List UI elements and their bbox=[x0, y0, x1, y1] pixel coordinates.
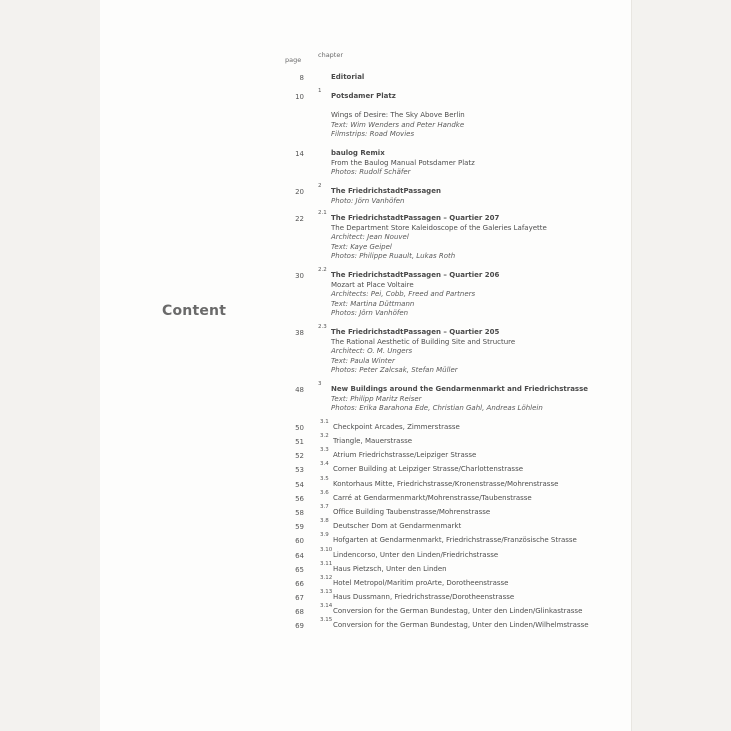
entry-text: Triangle, Mauerstrasse bbox=[333, 437, 413, 445]
page-number: 59 bbox=[295, 523, 304, 531]
entry-title: Potsdamer Platz bbox=[331, 92, 396, 100]
page-number: 64 bbox=[295, 552, 304, 560]
entry-text: Conversion for the German Bundestag, Unter den Linden/Glinkastrasse bbox=[333, 607, 583, 615]
entry-title: New Buildings around the Gendarmenmarkt and Friedrichstrasse bbox=[331, 385, 588, 393]
entry-credit: Architect: Jean Nouvel bbox=[331, 233, 409, 241]
entry-text: Wings of Desire: The Sky Above Berlin bbox=[331, 111, 465, 119]
entry-text: Haus Dussmann, Friedrichstrasse/Dorotheenstrasse bbox=[333, 593, 515, 601]
chapter-number: 3.12 bbox=[320, 575, 333, 581]
chapter-number: 3.10 bbox=[320, 547, 333, 553]
entry-text: Carré at Gendarmenmarkt/Mohrenstrasse/Taubenstrasse bbox=[333, 494, 532, 502]
page-column-header: page bbox=[285, 56, 302, 64]
entry-credit: Filmstrips: Road Movies bbox=[331, 130, 415, 138]
entry-credit: Architects: Pei, Cobb, Freed and Partners bbox=[331, 290, 476, 298]
page-number: 30 bbox=[295, 272, 304, 280]
page-number: 65 bbox=[295, 566, 304, 574]
entry-credit: Photos: Erika Barahona Ede, Christian Gahl, Andreas Löhlein bbox=[331, 404, 543, 412]
entry-credit: Photo: Jörn Vanhöfen bbox=[331, 196, 405, 205]
page-number: 8 bbox=[299, 74, 304, 82]
chapter-number: 3.13 bbox=[320, 589, 333, 595]
chapter-number: 3.15 bbox=[320, 617, 333, 623]
entry-text: Office Building Taubenstrasse/Mohrenstrasse bbox=[333, 508, 491, 516]
entry-text: Mozart at Place Voltaire bbox=[331, 280, 414, 289]
page-number: 20 bbox=[295, 188, 304, 196]
entry-credit: Photos: Peter Zalcsak, Stefan Müller bbox=[331, 366, 458, 374]
entry-title: The FriedrichstadtPassagen – Quartier 207 bbox=[331, 214, 500, 222]
entry-title: The FriedrichstadtPassagen bbox=[331, 187, 441, 195]
chapter-number: 3.6 bbox=[320, 490, 329, 496]
page-number: 69 bbox=[295, 622, 304, 630]
page-number: 53 bbox=[295, 466, 304, 474]
entry-credit: Photos: Philippe Ruault, Lukas Roth bbox=[331, 252, 456, 260]
chapter-number: 3.11 bbox=[320, 561, 333, 567]
entry-text: Deutscher Dom at Gendarmenmarkt bbox=[333, 522, 462, 530]
chapter-column-header: chapter bbox=[318, 51, 344, 59]
page-number: 52 bbox=[295, 452, 304, 460]
page-number: 14 bbox=[295, 150, 304, 158]
page-number: 51 bbox=[295, 438, 304, 446]
chapter-number: 3.8 bbox=[320, 518, 329, 524]
entry-credit: Text: Kaye Geipel bbox=[331, 242, 392, 251]
page-number: 68 bbox=[295, 608, 304, 616]
chapter-number: 2.2 bbox=[318, 267, 327, 273]
chapter-number: 2.1 bbox=[318, 210, 327, 216]
page-number: 54 bbox=[295, 481, 304, 489]
entry-credit: Text: Paula Winter bbox=[331, 356, 395, 365]
entry-credit: Photos: Jörn Vanhöfen bbox=[331, 309, 409, 317]
entry-title: The FriedrichstadtPassagen – Quartier 205 bbox=[331, 328, 500, 336]
chapter-number: 2.3 bbox=[318, 324, 327, 330]
page-number: 50 bbox=[295, 424, 304, 432]
page-number: 60 bbox=[295, 537, 304, 545]
chapter-number: 3.5 bbox=[320, 476, 329, 482]
entry-text: Hotel Metropol/Maritim proArte, Dorotheenstrasse bbox=[333, 579, 509, 587]
entry-credit: Photos: Rudolf Schäfer bbox=[331, 168, 411, 176]
entry-text: The Rational Aesthetic of Building Site and Structure bbox=[331, 337, 516, 346]
chapter-number: 3.14 bbox=[320, 603, 333, 609]
page-number: 48 bbox=[295, 386, 304, 394]
page-number: 10 bbox=[295, 93, 304, 101]
entry-credit: Text: Wim Wenders and Peter Handke bbox=[331, 120, 465, 129]
entry-text: Haus Pietzsch, Unter den Linden bbox=[333, 565, 447, 573]
page-title: Content bbox=[162, 303, 227, 319]
page-number: 58 bbox=[295, 509, 304, 517]
chapter-number: 3.1 bbox=[320, 419, 329, 425]
page-number: 66 bbox=[295, 580, 304, 588]
entry-text: Lindencorso, Unter den Linden/Friedrichstrasse bbox=[333, 551, 499, 559]
chapter-number: 3.9 bbox=[320, 532, 329, 538]
entry-credit: Text: Philipp Maritz Reiser bbox=[331, 394, 422, 403]
page-number: 22 bbox=[295, 215, 304, 223]
chapter-number: 1 bbox=[318, 88, 322, 94]
entry-text: Checkpoint Arcades, Zimmerstrasse bbox=[333, 423, 460, 431]
chapter-number: 2 bbox=[318, 183, 322, 189]
entry-text: Kontorhaus Mitte, Friedrichstrasse/Kronenstrasse/Mohrenstrasse bbox=[333, 480, 559, 488]
entry-title: Editorial bbox=[331, 73, 365, 81]
entry-text: From the Baulog Manual Potsdamer Platz bbox=[331, 158, 475, 167]
chapter-number: 3.3 bbox=[320, 447, 329, 453]
entry-title: baulog Remix bbox=[331, 149, 385, 157]
page-number: 67 bbox=[295, 594, 304, 602]
entry-title: The FriedrichstadtPassagen – Quartier 206 bbox=[331, 271, 500, 279]
entry-text: Atrium Friedrichstrasse/Leipziger Strasse bbox=[333, 451, 477, 459]
entry-text: Corner Building at Leipziger Strasse/Charlottenstrasse bbox=[333, 465, 524, 473]
chapter-number: 3 bbox=[318, 381, 322, 387]
page-number: 56 bbox=[295, 495, 304, 503]
chapter-number: 3.2 bbox=[320, 433, 329, 439]
entry-text: Hofgarten at Gendarmenmarkt, Friedrichstrasse/Französische Strasse bbox=[333, 536, 577, 544]
page-number: 38 bbox=[295, 329, 304, 337]
chapter-number: 3.4 bbox=[320, 461, 329, 467]
chapter-number: 3.7 bbox=[320, 504, 329, 510]
entry-credit: Text: Martina Düttmann bbox=[331, 299, 415, 308]
entry-credit: Architect: O. M. Ungers bbox=[331, 347, 413, 355]
entry-text: The Department Store Kaleidoscope of the Galeries Lafayette bbox=[331, 223, 547, 232]
entry-text: Conversion for the German Bundestag, Unter den Linden/Wilhelmstrasse bbox=[333, 621, 589, 629]
